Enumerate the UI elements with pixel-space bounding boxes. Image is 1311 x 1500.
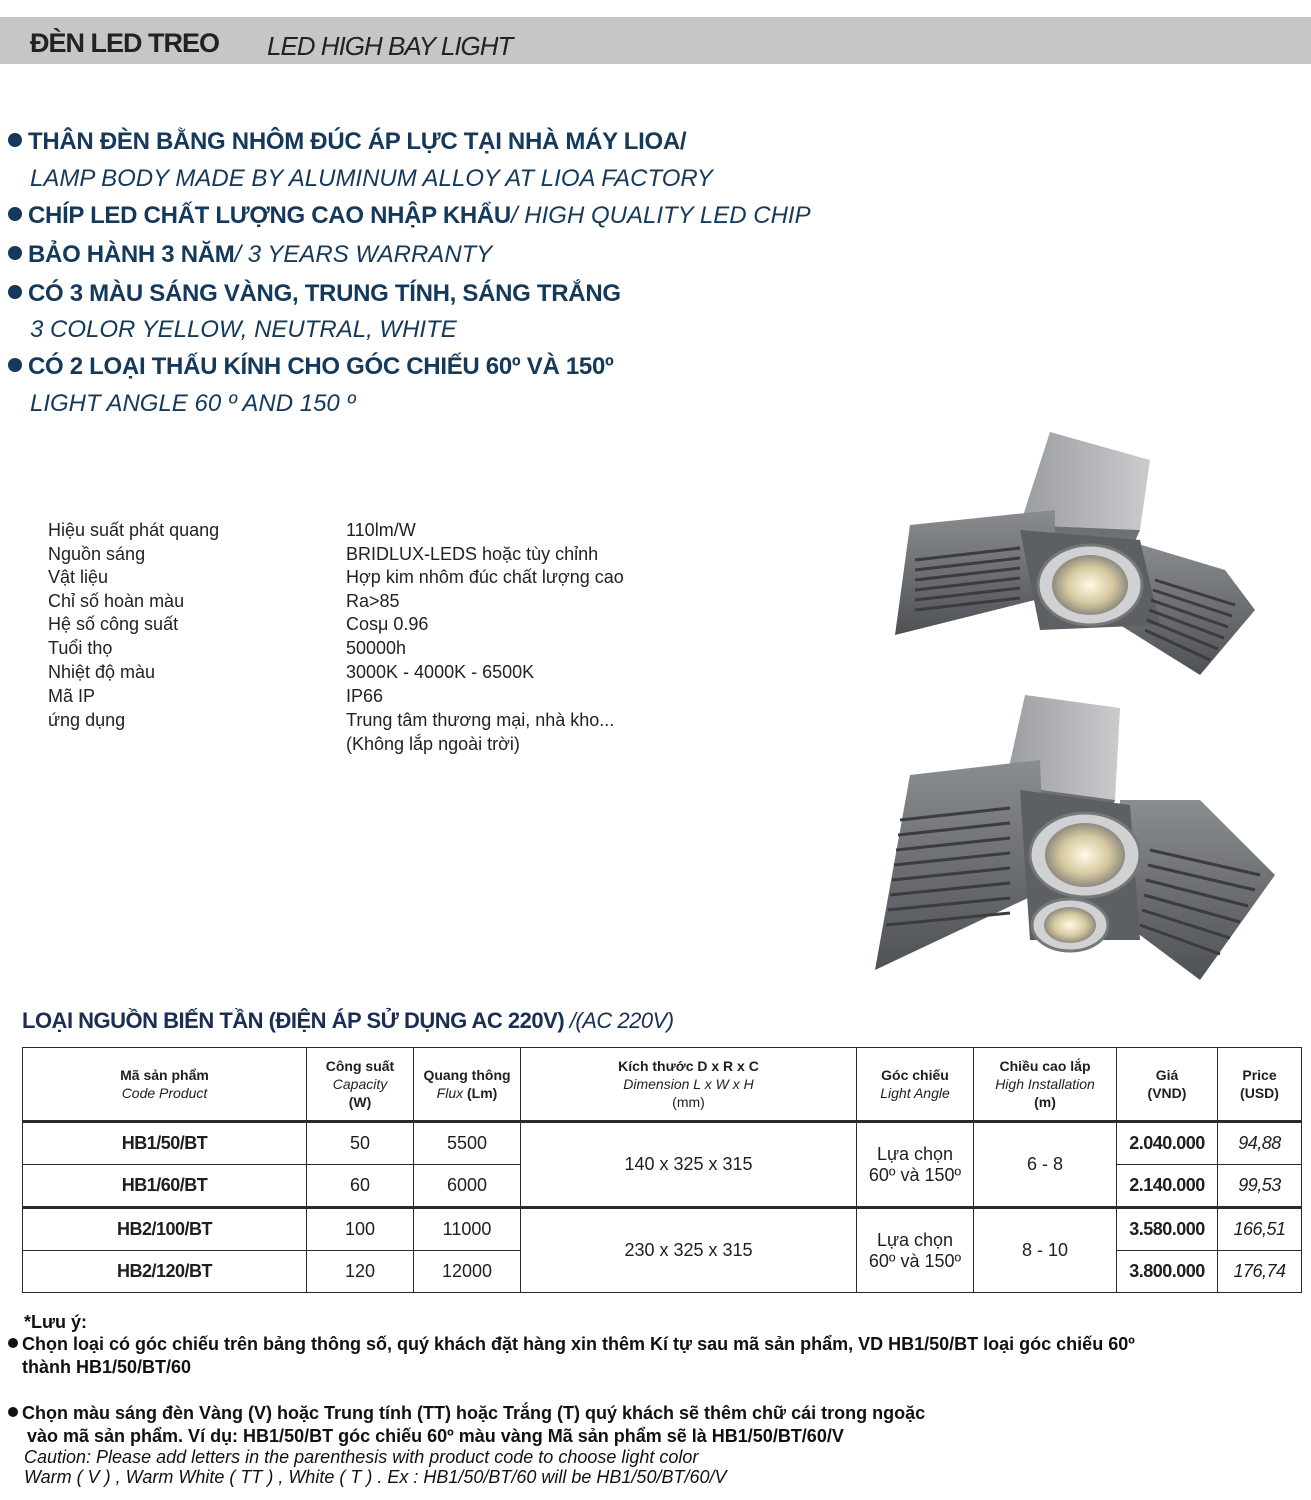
header-height: Chiều cao lắp High Installation (m) [974,1048,1117,1122]
feature-1: THÂN ĐÈN BẰNG NHÔM ĐÚC ÁP LỰC TẠI NHÀ MÁY LIOA/ [8,128,686,156]
bullet-icon [8,207,22,221]
lamp-image-single [870,430,1270,680]
feature-4: CÓ 3 MÀU SÁNG VÀNG, TRUNG TÍNH, SÁNG TRẮNG [8,280,621,308]
bullet-icon [8,1407,18,1417]
feature-3: BẢO HÀNH 3 NĂM/ 3 YEARS WARRANTY [8,241,492,269]
header-price-usd: Price (USD) [1218,1048,1302,1122]
page-title: ĐÈN LED TREO [30,28,220,58]
feature-5-en: LIGHT ANGLE 60 º AND 150 º [30,390,356,417]
header-capacity: Công suất Capacity (W) [307,1048,414,1122]
note-2-caution: Caution: Please add letters in the parenthesis with product code to choose light color [24,1447,699,1467]
table-title: LOẠI NGUỒN BIẾN TẦN (ĐIỆN ÁP SỬ DỤNG AC 220V) /(AC 220V) [22,1008,674,1033]
product-table [22,1047,1302,1293]
note-2-example: Warm ( V ) , Warm White ( TT ) , White ( T ) . Ex : HB1/50/BT/60 will be HB1/50/BT/60/V [24,1467,727,1487]
feature-5: CÓ 2 LOẠI THẤU KÍNH CHO GÓC CHIẾU 60º VÀ 150º [8,353,613,381]
bullet-icon [8,1338,18,1348]
notes-title: *Lưu ý: [24,1312,88,1332]
note-2: Chọn màu sáng đèn Vàng (V) hoặc Trung tính (TT) hoặc Trắng (T) quý khách sẽ thêm chữ cái trong ngoặc [8,1403,925,1424]
header-code: Mã sản phẩm Code Product [23,1048,307,1122]
header-flux: Quang thông Flux (Lm) [414,1048,521,1122]
bullet-icon [8,133,22,147]
bullet-icon [8,285,22,299]
note-1-cont: thành HB1/50/BT/60 [22,1357,192,1377]
bullet-icon [8,246,22,260]
table-row: HB1/60/BT 60 6000 2.140.000 99,53 [23,1165,1302,1208]
table-row: HB1/50/BT 50 5500 140 x 325 x 315 Lựa chọn 60º và 150º 6 - 8 2.040.000 94,88 [23,1122,1302,1165]
page-subtitle: LED HIGH BAY LIGHT [267,31,513,61]
bullet-icon [8,358,22,372]
lamp-image-double [870,690,1280,990]
feature-2: CHÍP LED CHẤT LƯỢNG CAO NHẬP KHẨU/ HIGH QUALITY LED CHIP [8,202,811,230]
table-header-row [23,1048,1302,1122]
feature-1-en: LAMP BODY MADE BY ALUMINUM ALLOY AT LIOA FACTORY [30,165,713,192]
header-dimension: Kích thước D x R x C Dimension L x W x H (mm) [521,1048,857,1122]
note-1: Chọn loại có góc chiếu trên bảng thông số, quý khách đặt hàng xin thêm Kí tự sau mã sản phẩm, VD HB1/50/BT loại góc chiếu 60º [8,1334,1135,1355]
note-2-cont: vào mã sản phẩm. Ví dụ: HB1/50/BT góc chiếu 60º màu vàng Mã sản phẩm sẽ là HB1/50/BT/60/V [27,1426,844,1446]
header-price-vnd: Giá (VND) [1117,1048,1218,1122]
table-row: HB2/100/BT 100 11000 230 x 325 x 315 Lựa chọn 60º và 150º 8 - 10 3.580.000 166,51 [23,1208,1302,1251]
header-angle: Góc chiếu Light Angle [857,1048,974,1122]
table-row: HB2/120/BT 120 12000 3.800.000 176,74 [23,1251,1302,1293]
feature-4-en: 3 COLOR YELLOW, NEUTRAL, WHITE [30,316,457,343]
